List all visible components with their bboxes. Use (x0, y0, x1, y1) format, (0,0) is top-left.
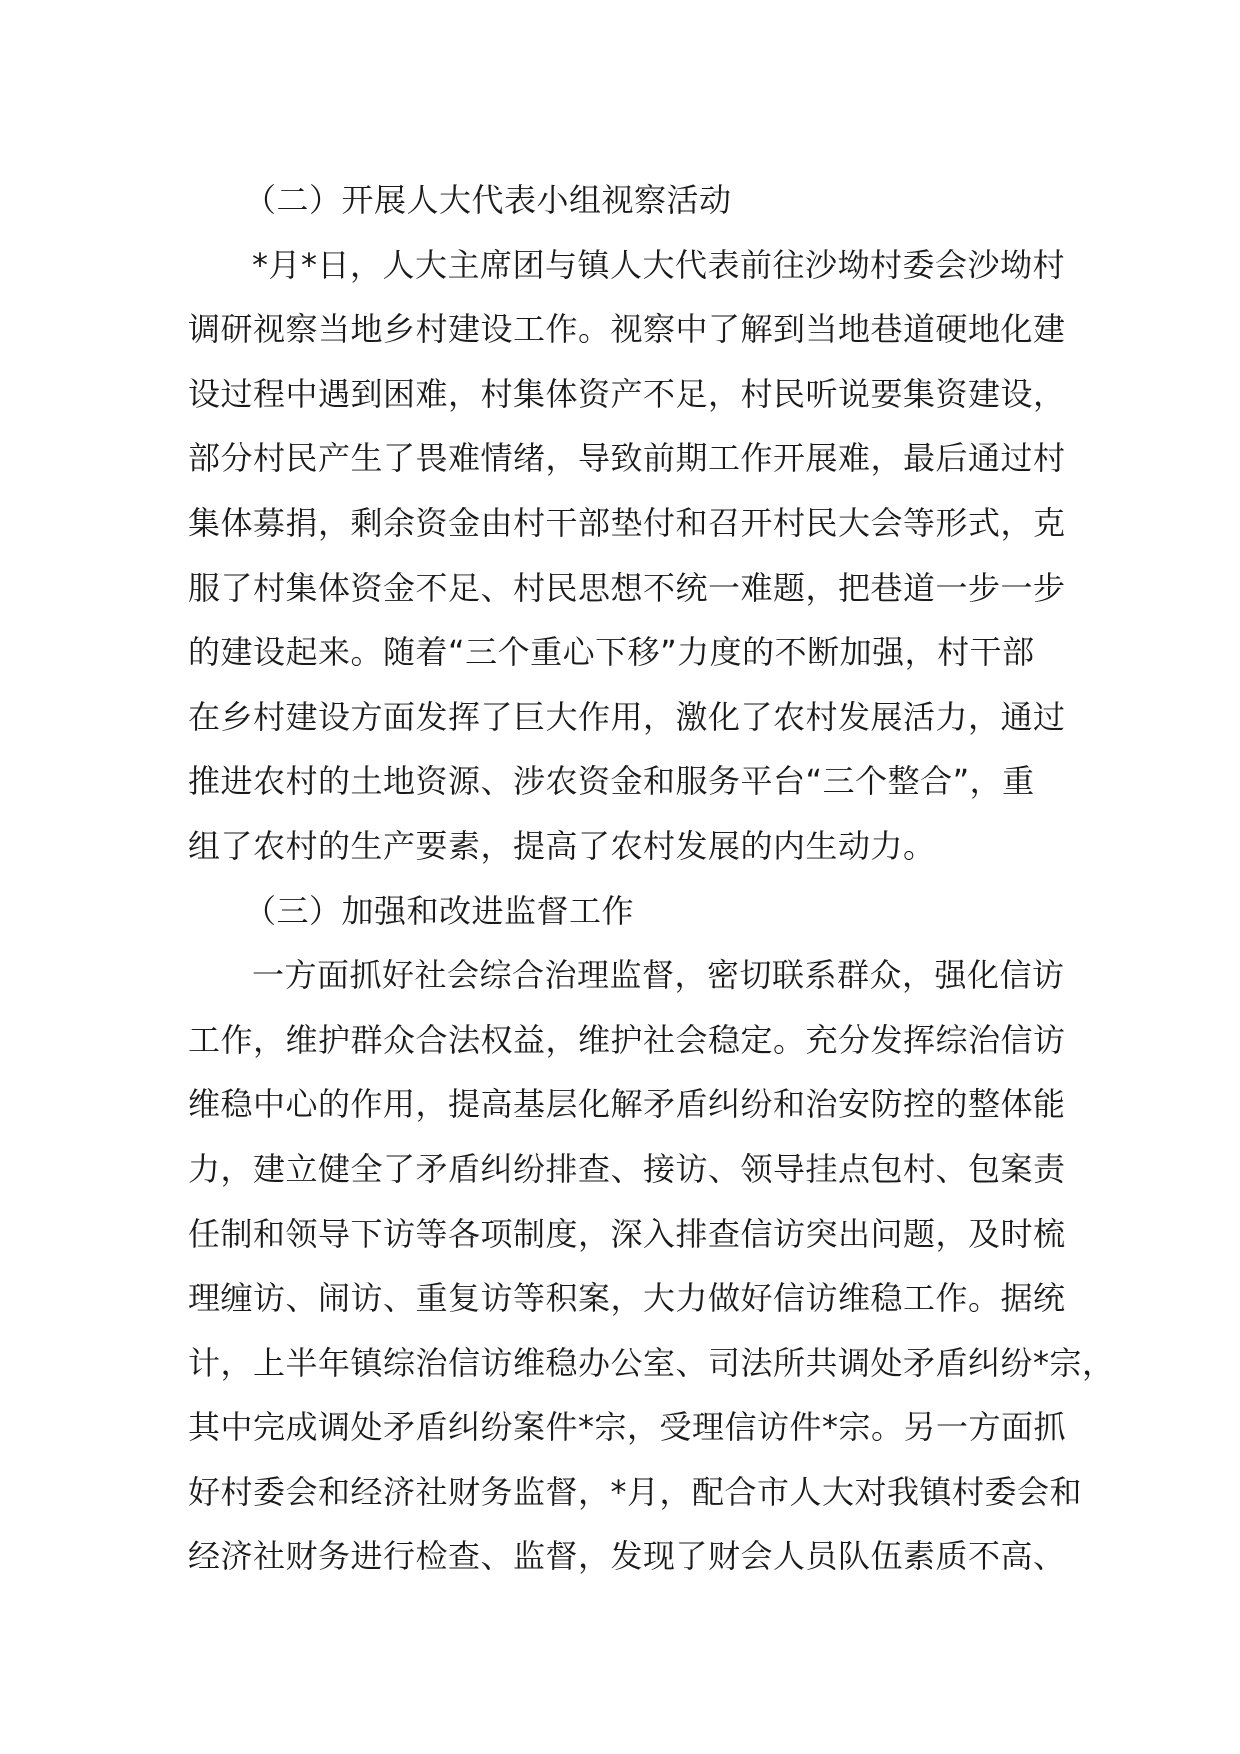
paragraph-line: 计，上半年镇综治信访维稳办公室、司法所共调处矛盾纠纷*宗， (188, 1343, 1115, 1382)
paragraph-line: 经济社财务进行检查、监督，发现了财会人员队伍素质不高、 (188, 1537, 1066, 1576)
paragraph-line: 维稳中心的作用，提高基层化解矛盾纠纷和治安防控的整体能 (188, 1085, 1066, 1124)
paragraph-line: 调研视察当地乡村建设工作。视察中了解到当地巷道硬地化建 (188, 310, 1066, 349)
paragraph-line: 组了农村的生产要素，提高了农村发展的内生动力。 (188, 826, 936, 865)
section-heading-2: （二）开展人大代表小组视察活动 (244, 181, 732, 219)
paragraph-line: 任制和领导下访等各项制度，深入排查信访突出问题，及时梳 (188, 1214, 1066, 1253)
paragraph-line: 在乡村建设方面发挥了巨大作用，激化了农村发展活力，通过 (188, 697, 1066, 736)
document-body (188, 168, 1115, 1589)
paragraph-line: 设过程中遇到困难，村集体资产不足，村民听说要集资建设， (188, 374, 1066, 413)
paragraph-line: 工作，维护群众合法权益，维护社会稳定。充分发挥综治信访 (188, 1020, 1066, 1059)
paragraph-line: 推进农村的土地资源、涉农资金和服务平台“三个整合”，重 (188, 762, 1035, 801)
paragraph-line: 服了村集体资金不足、村民思想不统一难题，把巷道一步一步 (188, 568, 1066, 607)
paragraph-line: 其中完成调处矛盾纠纷案件*宗，受理信访件*宗。另一方面抓 (188, 1408, 1067, 1447)
paragraph-line: 一方面抓好社会综合治理监督，密切联系群众，强化信访 (252, 956, 1065, 995)
paragraph-line: 力，建立健全了矛盾纠纷排查、接访、领导挂点包村、包案责 (188, 1149, 1066, 1188)
paragraph-line: 部分村民产生了畏难情绪，导致前期工作开展难，最后通过村 (188, 439, 1066, 478)
paragraph-line: 的建设起来。随着“三个重心下移”力度的不断加强，村干部 (188, 633, 1035, 672)
paragraph-line: 理缠访、闹访、重复访等积案，大力做好信访维稳工作。据统 (188, 1279, 1066, 1318)
paragraph-line: *月*日，人大主席团与镇人大代表前往沙坳村委会沙坳村 (252, 245, 1066, 284)
section-heading-3: （三）加强和改进监督工作 (244, 891, 635, 930)
paragraph-line: 集体募捐，剩余资金由村干部垫付和召开村民大会等形式，克 (188, 503, 1066, 542)
paragraph-line: 好村委会和经济社财务监督，*月，配合市人大对我镇村委会和 (188, 1472, 1083, 1511)
